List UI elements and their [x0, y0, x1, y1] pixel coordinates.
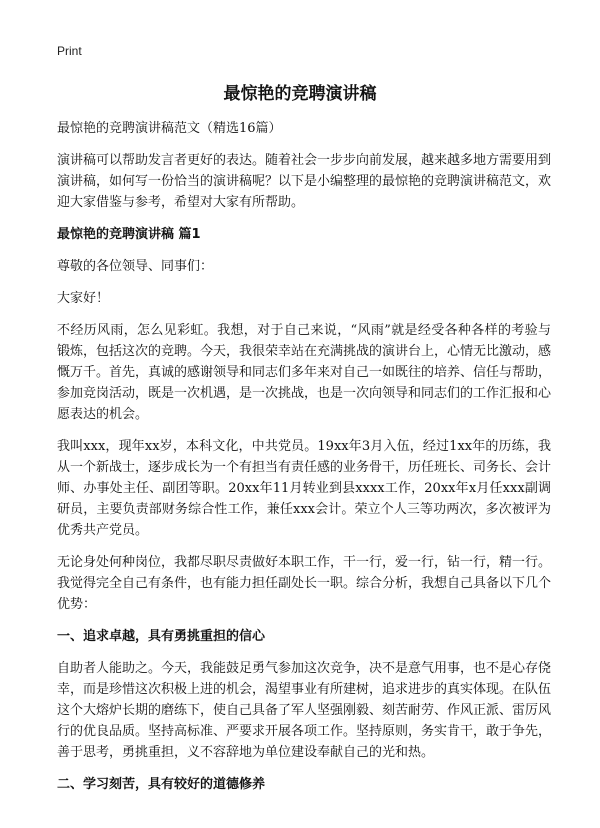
- intro-paragraph: 演讲稿可以帮助发言者更好的表达。随着社会一步步向前发展，越来越多地方需要用到演讲稿，如何写一份恰当的演讲稿呢？以下是小编整理的最惊艳的竞聘演讲稿范文，欢迎大家借鉴与参考，希望对大家有所帮助。: [57, 153, 552, 210]
- heading-1: 一、追求卓越，具有勇挑重担的信心: [57, 629, 266, 644]
- document-subtitle: 最惊艳的竞聘演讲稿范文（精选16篇）: [57, 121, 282, 136]
- heading-2: 二、学习刻苦，具有较好的道德修养: [57, 777, 266, 792]
- document-title: 最惊艳的竞聘演讲稿: [223, 84, 377, 104]
- salutation: 尊敬的各位领导、同事们：: [57, 259, 214, 274]
- body-paragraph-4: 自助者人能助之。今天，我能鼓足勇气参加这次竞争，决不是意气用事，也不是心存侥幸，而是珍惜这次积极上进的机会，渴望事业有所建树，追求进步的真实体现。在队伍这个大熔炉长期的磨练下，使自己具备了军人坚强刚毅、刻苦耐劳、作风正派、雷厉风行的优良品质。坚持高标准、严要求开展各项工作。坚持原则，务实肯干，敢于争先，善于思考，勇挑重担，义不容辞地为单位建设奉献自己的光和热。: [57, 661, 552, 760]
- body-paragraph-2: 我叫xxx，现年xx岁，本科文化，中共党员。19xx年3月入伍，经过1xx年的历练，我从一个新战士，逐步成长为一个有担当有责任感的业务骨干，历任班长、司务长、会计师、办事处主任、副团等职。20xx年11月转业到县xxxx工作，20xx年x月任xxx副调研员，主要负责部财务综合性工作，兼任xxx会计。荣立个人三等功两次，多次被评为优秀共产党员。: [57, 439, 552, 538]
- body-paragraph-3: 无论身处何种岗位，我都尽职尽责做好本职工作，干一行，爱一行，钻一行，精一行。我觉得完全自己有条件，也有能力担任副处长一职。综合分析，我想自己具备以下几个优势：: [57, 555, 552, 612]
- document-body: [57, 118, 551, 806]
- greeting: 大家好！: [57, 291, 110, 306]
- body-paragraph-1: 不经历风雨，怎么见彩虹。我想，对于自己来说，“风雨”就是经受各种各样的考验与锻炼，包括这次的竞聘。今天，我很荣幸站在充满挑战的演讲台上，心情无比激动，感慨万千。首先，真诚的感谢领导和同志们多年来对自己一如既往的培养、信任与帮助，参加竞岗活动，既是一次机遇，是一次挑战，也是一次向领导和同志们的工作汇报和心愿表达的机会。: [57, 323, 552, 422]
- print-link[interactable]: Print: [57, 44, 82, 58]
- section-title: 最惊艳的竞聘演讲稿 篇1: [57, 227, 201, 242]
